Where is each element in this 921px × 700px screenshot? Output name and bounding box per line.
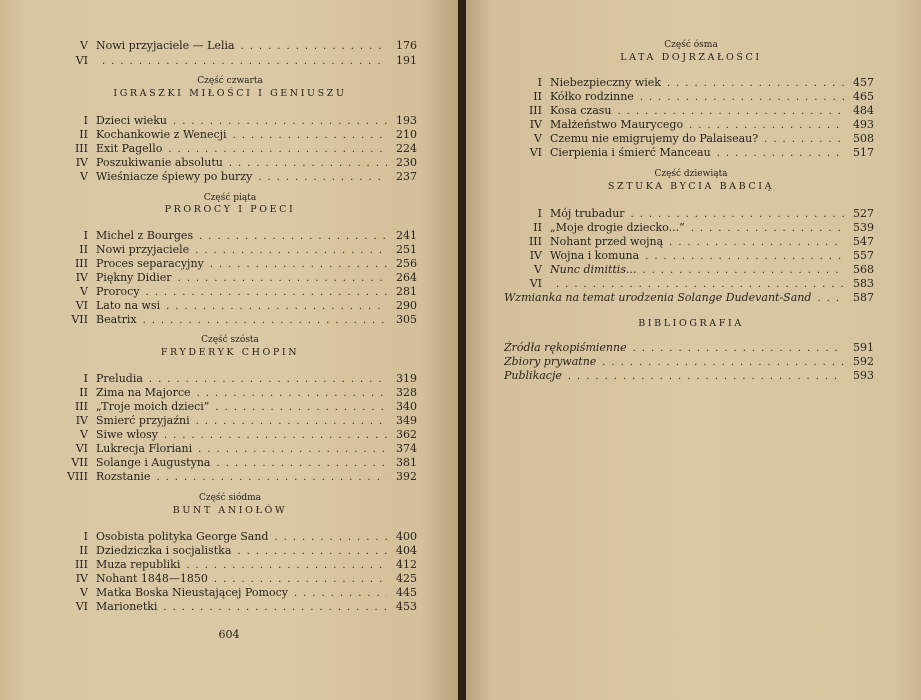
chapter-title: Czemu nie emigrujemy do Palaiseau? (550, 132, 759, 145)
bibliography-item: Źródła rękopiśmienne (504, 341, 627, 354)
chapter-number: II (533, 90, 542, 103)
leader-dots (166, 300, 387, 313)
chapter-number: VI (75, 54, 88, 67)
chapter-number: IV (529, 249, 542, 262)
chapter-number: VI (529, 277, 542, 290)
page-ref: 508 (853, 132, 874, 145)
toc-entry (50, 313, 417, 327)
part-label: Część dziewiąta (654, 169, 728, 179)
chapter-number: V (80, 39, 88, 52)
toc-entry (50, 243, 417, 257)
toc-entry (50, 54, 417, 68)
chapter-number: V (534, 132, 542, 145)
chapter-title: Cierpienia i śmierć Manceau (550, 146, 711, 159)
page-ref: 319 (396, 372, 417, 385)
page-ref: 517 (853, 146, 874, 159)
leader-dots (241, 40, 387, 53)
chapter-number: V (80, 428, 88, 441)
toc-entry (50, 470, 417, 484)
chapter-number: II (79, 243, 88, 256)
toc-entry (50, 600, 417, 614)
toc-entry (504, 221, 874, 235)
toc-entry (50, 128, 417, 142)
leader-dots (258, 171, 387, 184)
toc-entry (504, 207, 874, 221)
chapter-title: Mój trubadur (550, 207, 625, 220)
page-ref: 374 (396, 442, 417, 455)
leader-dots (102, 55, 387, 68)
chapter-title: „Troje moich dzieci” (96, 400, 210, 413)
part-title: BUNT ANIOŁÓW (172, 505, 288, 516)
chapter-number: III (74, 257, 88, 270)
leader-dots (717, 147, 844, 160)
chapter-title: Solange i Augustyna (96, 456, 211, 469)
part-title: PROROCY I POECI (164, 204, 296, 215)
leader-dots (764, 133, 844, 146)
leader-dots (149, 373, 387, 386)
leader-dots (164, 429, 387, 442)
page-ref: 362 (396, 428, 417, 441)
page-ref: 392 (396, 470, 417, 483)
chapter-title: Exit Pagello (96, 142, 163, 155)
toc-entry (50, 414, 417, 428)
leader-dots (631, 208, 844, 221)
toc-entry (50, 372, 417, 386)
toc-entry (50, 285, 417, 299)
page-ref: 404 (396, 544, 417, 557)
chapter-number: V (80, 285, 88, 298)
leader-dots (602, 356, 844, 369)
page-ref: 539 (853, 221, 874, 234)
chapter-title: Proces separacyjny (96, 257, 204, 270)
leader-dots (233, 129, 387, 142)
chapter-title: Kółko rodzinne (550, 90, 634, 103)
leader-dots (173, 115, 387, 128)
chapter-title: Nohant 1848—1850 (96, 572, 208, 585)
leader-dots (645, 250, 844, 263)
page-ref: 191 (396, 54, 417, 67)
leader-dots (294, 587, 387, 600)
toc-entry (50, 39, 417, 53)
right-page (466, 0, 921, 700)
page-ref: 493 (853, 118, 874, 131)
toc-entry (504, 118, 874, 132)
leader-dots (168, 143, 387, 156)
part-title: IGRASZKI MIŁOŚCI I GENIUSZU (113, 88, 347, 99)
page-ref: 193 (396, 114, 417, 127)
page-ref: 241 (396, 229, 417, 242)
chapter-title: „Moje drogie dziecko...” (550, 221, 685, 234)
toc-entry (504, 132, 874, 146)
part-label: Część szósta (201, 335, 259, 345)
toc-entry (504, 341, 874, 355)
part-label: Część czwarta (197, 76, 263, 86)
toc-entry (504, 76, 874, 90)
chapter-number: I (83, 530, 88, 543)
leader-dots (146, 286, 387, 299)
chapter-title: Michel z Bourges (96, 229, 194, 242)
page-ref: 340 (396, 400, 417, 413)
part-label: Część ósma (664, 40, 718, 50)
page-ref: 593 (853, 369, 874, 382)
leader-dots (143, 314, 387, 327)
page-ref: 457 (853, 76, 874, 89)
page-ref: 210 (396, 128, 417, 141)
toc-entry (504, 263, 874, 277)
chapter-number: VII (71, 456, 88, 469)
toc-entry (50, 142, 417, 156)
leader-dots (195, 244, 387, 257)
page-ref: 305 (396, 313, 417, 326)
chapter-title: Nunc dimittis... (550, 263, 637, 276)
chapter-number: IV (75, 271, 88, 284)
leader-dots (197, 387, 387, 400)
toc-entry (50, 170, 417, 184)
toc-entry (504, 146, 874, 160)
leader-dots (199, 230, 387, 243)
chapter-title: Nohant przed wojną (550, 235, 664, 248)
leader-dots (215, 401, 387, 414)
page-ref: 587 (853, 291, 874, 304)
chapter-number: I (83, 114, 88, 127)
chapter-title: Zima na Majorce (96, 386, 191, 399)
page-ref: 591 (853, 341, 874, 354)
chapter-number: V (80, 170, 88, 183)
chapter-title: Kosa czasu (550, 104, 612, 117)
part-title: FRYDERYK CHOPIN (160, 347, 300, 358)
toc-entry (504, 277, 874, 291)
toc-entry (50, 544, 417, 558)
toc-entry-note (504, 291, 874, 305)
chapter-number: VIII (67, 470, 88, 483)
chapter-number: III (528, 235, 542, 248)
page-ref: 176 (396, 39, 417, 52)
page-ref: 583 (853, 277, 874, 290)
left-page (0, 0, 458, 700)
chapter-number: IV (529, 118, 542, 131)
leader-dots (640, 91, 844, 104)
leader-dots (156, 471, 387, 484)
bibliography-title: BIBLIOGRAFIA (638, 318, 744, 329)
chapter-number: I (537, 207, 542, 220)
leader-dots (568, 370, 844, 383)
toc-entry (504, 355, 874, 369)
toc-entry (50, 257, 417, 271)
book-gutter (458, 0, 466, 700)
chapter-title: Śmierć przyjaźni (96, 414, 190, 427)
chapter-number: II (533, 221, 542, 234)
chapter-number: VI (75, 600, 88, 613)
part-title: LATA DOJRZAŁOŚCI (620, 52, 762, 63)
chapter-number: II (79, 128, 88, 141)
chapter-title: Siwe włosy (96, 428, 158, 441)
bibliography-item: Zbiory prywatne (504, 355, 597, 368)
page-ref: 264 (396, 271, 417, 284)
toc-entry (50, 572, 417, 586)
chapter-number: IV (75, 414, 88, 427)
toc-entry (50, 442, 417, 456)
chapter-title: Beatrix (96, 313, 137, 326)
leader-dots (196, 415, 387, 428)
leader-dots (214, 573, 387, 586)
toc-entry (504, 369, 874, 383)
page-ref: 527 (853, 207, 874, 220)
page-ref: 328 (396, 386, 417, 399)
page-ref: 557 (853, 249, 874, 262)
chapter-title: Matka Boska Nieustającej Pomocy (96, 586, 288, 599)
chapter-title: Wojna i komuna (550, 249, 640, 262)
chapter-number: III (74, 558, 88, 571)
chapter-title: Wieśniacze śpiewy po burzy (96, 170, 253, 183)
chapter-title: Dziedziczka i socjalistka (96, 544, 232, 557)
page-ref: 568 (853, 263, 874, 276)
leader-dots (186, 559, 387, 572)
toc-entry (504, 90, 874, 104)
toc-entry (50, 428, 417, 442)
toc-entry (504, 104, 874, 118)
leader-dots (237, 545, 387, 558)
chapter-number: VI (529, 146, 542, 159)
page-ref: 592 (853, 355, 874, 368)
toc-entry (50, 386, 417, 400)
page-ref: 547 (853, 235, 874, 248)
chapter-number: I (83, 372, 88, 385)
chapter-title: Niebezpieczny wiek (550, 76, 661, 89)
leader-dots (669, 236, 844, 249)
chapter-title: Muza republiki (96, 558, 181, 571)
chapter-title: Małżeństwo Maurycego (550, 118, 684, 131)
toc-entry (50, 114, 417, 128)
leader-dots (618, 105, 845, 118)
chapter-title: Preludia (96, 372, 143, 385)
leader-dots (667, 77, 844, 90)
page-ref: 224 (396, 142, 417, 155)
page-ref: 230 (396, 156, 417, 169)
chapter-title: Kochankowie z Wenecji (96, 128, 227, 141)
leader-dots (178, 272, 387, 285)
part-label: Część siódma (198, 493, 262, 503)
chapter-title: Poszukiwanie absolutu (96, 156, 223, 169)
leader-dots (633, 342, 844, 355)
part-label: Część piąta (203, 193, 257, 203)
toc-entry (50, 299, 417, 313)
page-number: 604 (218, 628, 240, 641)
chapter-number: III (74, 400, 88, 413)
chapter-number: I (83, 229, 88, 242)
chapter-title: Lato na wsi (96, 299, 161, 312)
chapter-title: Lukrecja Floriani (96, 442, 193, 455)
leader-dots (229, 157, 387, 170)
leader-dots (216, 457, 387, 470)
page-ref: 290 (396, 299, 417, 312)
chapter-number: III (74, 142, 88, 155)
page-ref: 465 (853, 90, 874, 103)
toc-entry (50, 456, 417, 470)
chapter-title: Prorocy (96, 285, 140, 298)
leader-dots (691, 222, 844, 235)
leader-dots (163, 601, 387, 614)
toc-entry (504, 235, 874, 249)
leader-dots (556, 278, 844, 291)
toc-entry (50, 530, 417, 544)
chapter-title: Piękny Didier (96, 271, 172, 284)
page-ref: 349 (396, 414, 417, 427)
toc-entry (50, 156, 417, 170)
page-ref: 400 (396, 530, 417, 543)
chapter-number: IV (75, 572, 88, 585)
chapter-title: Nowi przyjaciele (96, 243, 190, 256)
leader-dots (817, 292, 844, 305)
leader-dots (210, 258, 387, 271)
toc-entry (50, 586, 417, 600)
page-ref: 381 (396, 456, 417, 469)
chapter-number: II (79, 544, 88, 557)
toc-entry (50, 271, 417, 285)
chapter-title: Nowi przyjaciele — Lelia (96, 39, 235, 52)
chapter-number: V (534, 263, 542, 276)
note-title: Wzmianka na temat urodzenia Solange Dudevant-Sand (504, 291, 812, 304)
chapter-title: Osobista polityka George Sand (96, 530, 269, 543)
chapter-number: II (79, 386, 88, 399)
toc-entry (50, 400, 417, 414)
chapter-title: Marionetki (96, 600, 158, 613)
page-ref: 445 (396, 586, 417, 599)
bibliography-item: Publikacje (504, 369, 562, 382)
toc-entry (504, 249, 874, 263)
page-ref: 281 (396, 285, 417, 298)
leader-dots (198, 443, 387, 456)
page-ref: 453 (396, 600, 417, 613)
chapter-title: Rozstanie (96, 470, 151, 483)
page-ref: 484 (853, 104, 874, 117)
part-title: SZTUKA BYCIA BABCIĄ (607, 181, 775, 192)
page-ref: 425 (396, 572, 417, 585)
page-ref: 237 (396, 170, 417, 183)
chapter-title: Dzieci wieku (96, 114, 168, 127)
chapter-number: VI (75, 442, 88, 455)
leader-dots (274, 531, 387, 544)
page-ref: 251 (396, 243, 417, 256)
toc-entry (50, 229, 417, 243)
chapter-number: III (528, 104, 542, 117)
toc-entry (50, 558, 417, 572)
chapter-number: VI (75, 299, 88, 312)
page-ref: 256 (396, 257, 417, 270)
page-ref: 412 (396, 558, 417, 571)
chapter-number: I (537, 76, 542, 89)
chapter-number: IV (75, 156, 88, 169)
leader-dots (689, 119, 844, 132)
leader-dots (642, 264, 844, 277)
chapter-number: V (80, 586, 88, 599)
chapter-number: VII (71, 313, 88, 326)
